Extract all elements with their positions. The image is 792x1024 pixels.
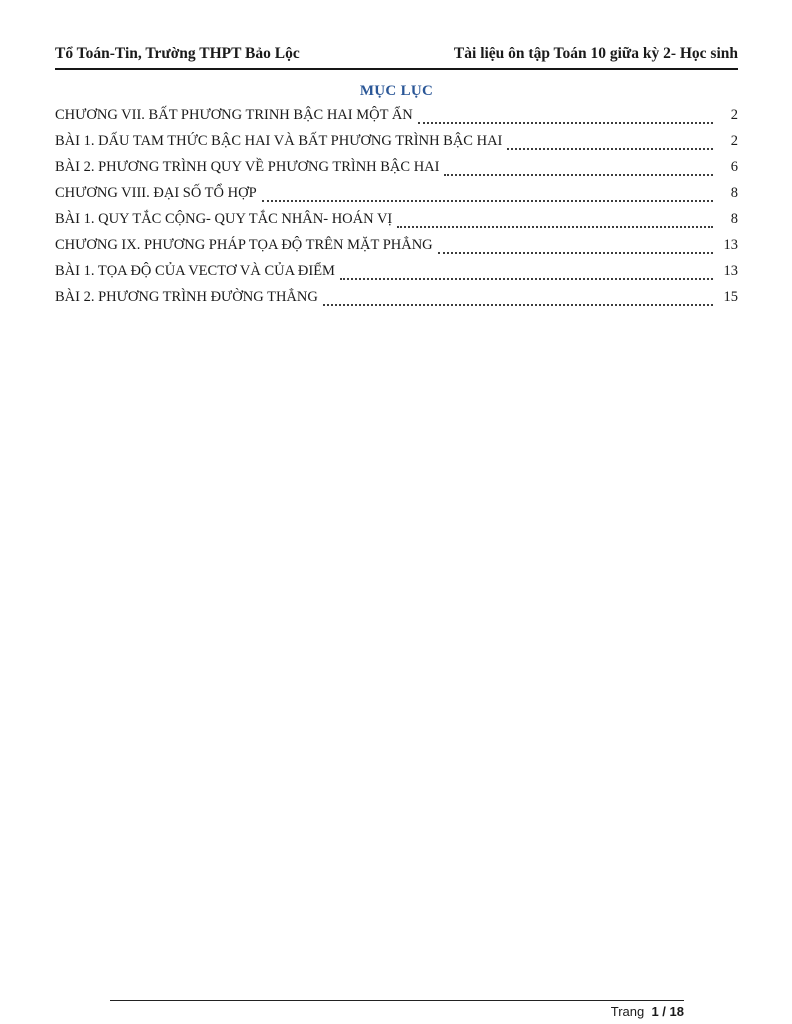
toc-dotted-leader — [418, 122, 713, 124]
toc-entry-label: CHƯƠNG IX. PHƯƠNG PHÁP TỌA ĐỘ TRÊN MẶT PHẲNG — [55, 236, 433, 253]
toc-entry[interactable] — [55, 263, 738, 289]
toc-dotted-leader — [340, 278, 713, 280]
toc-entry[interactable] — [55, 185, 738, 211]
toc-entry-label: BÀI 2. PHƯƠNG TRÌNH ĐƯỜNG THẲNG — [55, 288, 318, 305]
toc-dotted-leader — [262, 200, 713, 202]
toc-entry[interactable] — [55, 133, 738, 159]
toc-title: MỤC LỤC — [359, 82, 434, 99]
page-header — [55, 45, 738, 70]
toc-dotted-leader — [507, 148, 713, 150]
toc-entry-page: 13 — [723, 236, 738, 253]
toc-entry[interactable] — [55, 289, 738, 315]
toc-entry-label: BÀI 1. TỌA ĐỘ CỦA VECTƠ VÀ CỦA ĐIỂM — [55, 262, 335, 279]
toc-entry-label: CHƯƠNG VII. BẤT PHƯƠNG TRINH BẬC HAI MỘT ẨN — [55, 106, 413, 123]
toc-entry-page: 15 — [723, 288, 738, 305]
toc-entry-label: BÀI 1. DẤU TAM THỨC BẬC HAI VÀ BẤT PHƯƠNG TRÌNH BẬC HAI — [55, 132, 503, 149]
toc-entry-label: CHƯƠNG VIII. ĐẠI SỐ TỔ HỢP — [55, 184, 257, 201]
toc-entry-page: 8 — [730, 210, 738, 227]
footer-page-info: 1 / 18 — [651, 1004, 684, 1019]
toc-entry-page: 2 — [730, 106, 738, 123]
toc-entry-page: 8 — [730, 184, 738, 201]
page-footer — [110, 1000, 684, 1019]
document-body — [55, 45, 738, 1019]
toc-dotted-leader — [323, 304, 713, 306]
toc-entry-page: 2 — [730, 132, 738, 149]
toc-entry[interactable] — [55, 159, 738, 185]
toc-entry-page: 6 — [730, 158, 738, 175]
toc-entry-label: BÀI 1. QUY TẮC CỘNG- QUY TẮC NHÂN- HOÁN VỊ — [55, 210, 393, 227]
toc-dotted-leader — [444, 174, 713, 176]
header-left-text: Tổ Toán-Tin, Trường THPT Bảo Lộc — [55, 45, 300, 62]
toc-list — [55, 107, 738, 315]
footer-page-label: Trang — [610, 1004, 645, 1019]
toc-entry[interactable] — [55, 211, 738, 237]
toc-dotted-leader — [438, 252, 713, 254]
toc-dotted-leader — [397, 226, 713, 228]
header-right-text: Tài liệu ôn tập Toán 10 giữa kỳ 2- Học sinh — [453, 45, 738, 62]
toc-entry[interactable] — [55, 107, 738, 133]
toc-entry-label: BÀI 2. PHƯƠNG TRÌNH QUY VỀ PHƯƠNG TRÌNH BẬC HAI — [55, 158, 440, 175]
toc-entry-page: 13 — [723, 262, 738, 279]
toc-entry[interactable] — [55, 237, 738, 263]
